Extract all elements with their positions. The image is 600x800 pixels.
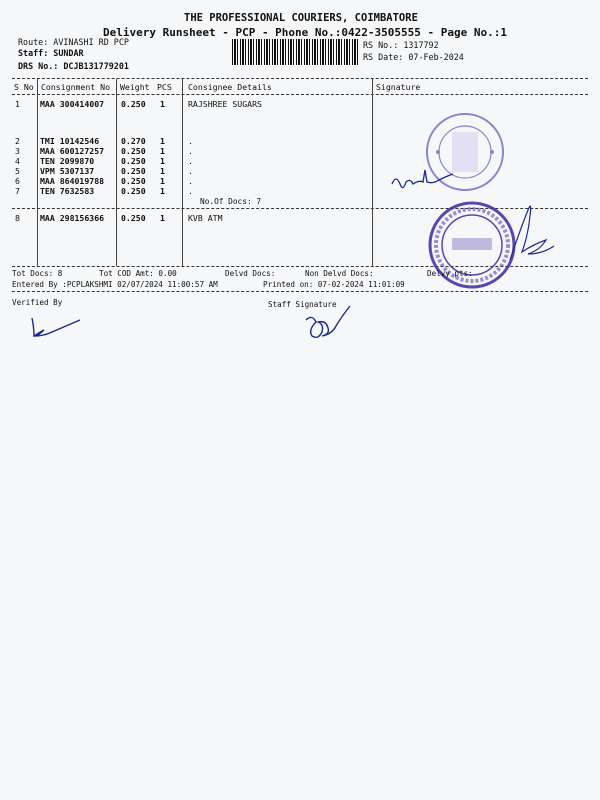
- round-stamp-top: [427, 114, 503, 190]
- entered-by: Entered By :PCPLAKSHMI 02/07/2024 11:00:57 AM: [12, 280, 218, 289]
- col-signature: Signature: [376, 82, 421, 92]
- verified-signature: [28, 312, 88, 342]
- verified-by-label: Verified By: [12, 298, 63, 307]
- runsheet-page: THE PROFESSIONAL COURIERS, COIMBATORE Delivery Runsheet - PCP - Phone No.:0422-3505555 - Page No.:1 Route: AVINASHI RD PCP Staff: SUNDAR DRS No.: DCJB131779201 RS No.: 1317792 RS Date: 07-Feb-2024 S No Consignment No Weight PCS Consignee Details Signature 1 MAA 300414007 0.250 1 RAJSHREE SUGARS 2 TMI 10142546 0.270 1 . 3 MAA 600127257 0.250 1 . 4 TEN 2099870 0.250 1 . 5 VPM 5307137 0.250 1 . 6 MAA 864019788 0.250 1 . 7 TEN 7632583 0.250 1 . No.Of Docs: 7 8 MAA 298156366 0.250 1 KVB ATM Tot Docs: 8 Tot COD Amt: 0.00 Delvd Docs: Non Delvd Docs: Delvy pts: Entered By :PCPLAKSHMI 02/07/2024 11:00:57 AM Printed on: 07-02-2024 11:01:09 Verified By Staff Signature: [0, 0, 600, 800]
- staff-signature-label: Staff Signature: [268, 300, 337, 309]
- stamps-and-signatures: [370, 100, 595, 290]
- signature-mark: [510, 206, 554, 260]
- staff-name: Staff: SUNDAR: [18, 48, 84, 58]
- col-weight: Weight: [120, 82, 150, 92]
- company-name: THE PROFESSIONAL COURIERS, COIMBATORE: [184, 12, 418, 24]
- rs-date: RS Date: 07-Feb-2024: [363, 52, 464, 62]
- col-consignment: Consignment No: [41, 82, 111, 92]
- tot-docs: Tot Docs: 8: [12, 269, 63, 278]
- col-consignee: Consignee Details: [188, 82, 272, 92]
- route: Route: AVINASHI RD PCP: [18, 37, 129, 47]
- signature-mark: [392, 170, 453, 188]
- delivered-docs: Delvd Docs:: [225, 269, 276, 278]
- non-delivered-docs: Non Delvd Docs:: [305, 269, 374, 278]
- rs-number: RS No.: 1317792: [363, 40, 439, 50]
- drs-number: DRS No.: DCJB131779201: [18, 61, 129, 71]
- tot-cod-amount: Tot COD Amt: 0.00: [99, 269, 177, 278]
- staff-signature-mark: [298, 302, 360, 340]
- delivery-points: Delvy pts:: [427, 269, 473, 278]
- col-pcs: PCS: [157, 82, 172, 92]
- printed-on: Printed on: 07-02-2024 11:01:09: [263, 280, 405, 289]
- barcode: [232, 39, 360, 65]
- col-sno: S No: [14, 82, 34, 92]
- runsheet-title: Delivery Runsheet - PCP - Phone No.:0422-3505555 - Page No.:1: [103, 26, 507, 39]
